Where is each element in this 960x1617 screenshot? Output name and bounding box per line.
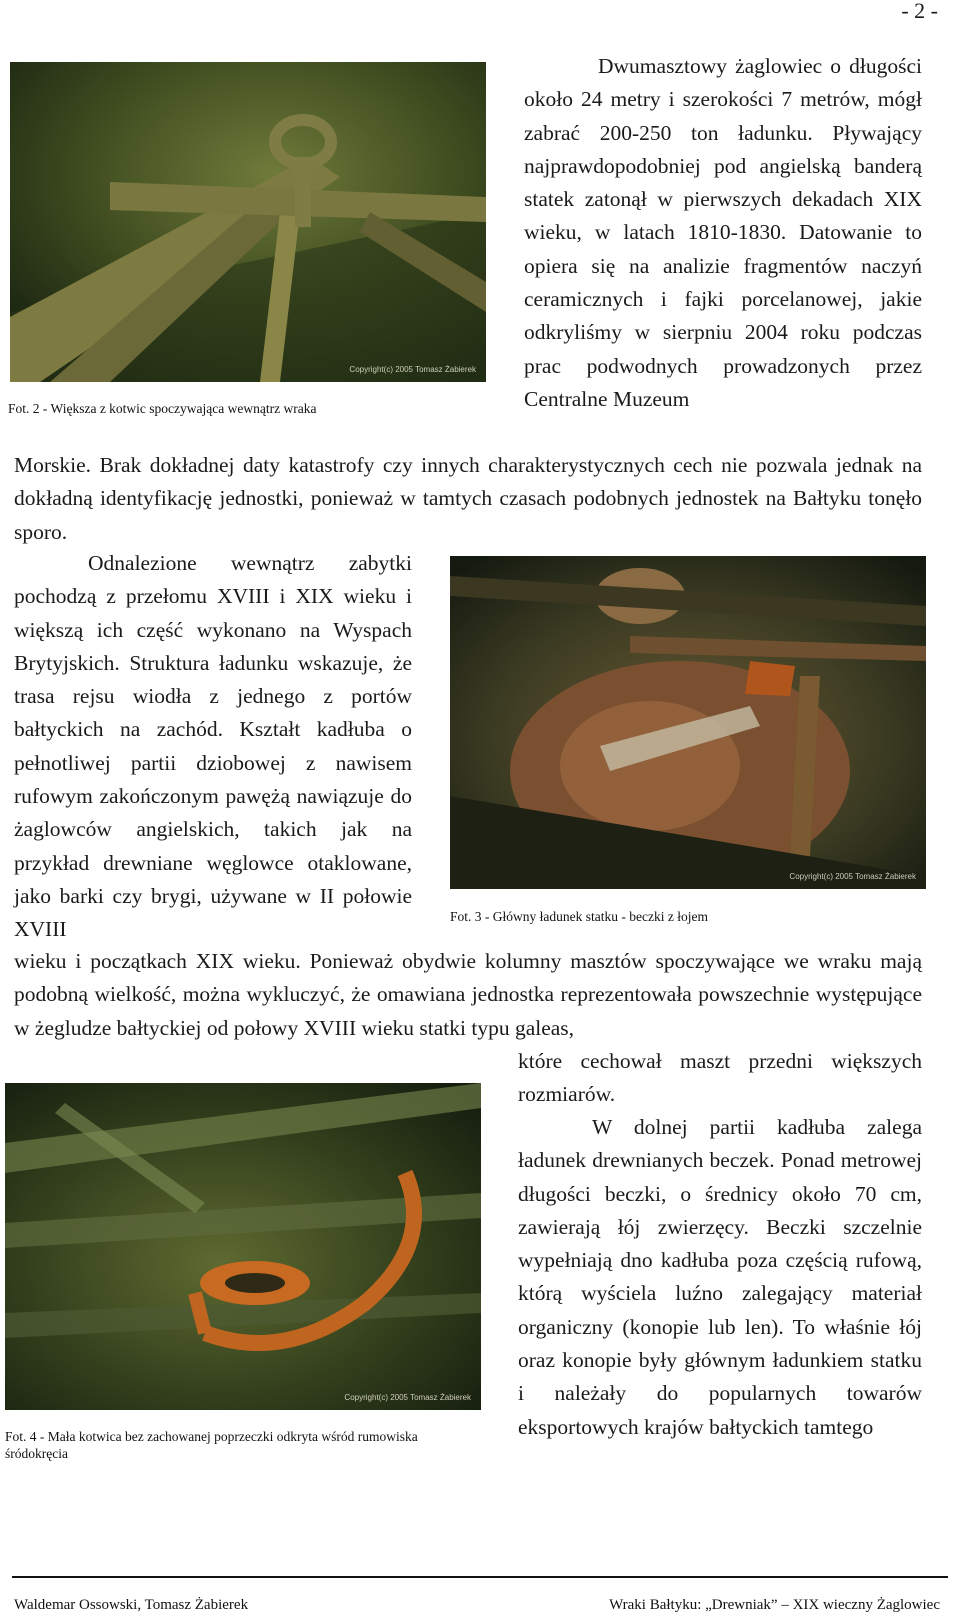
- anchor-wreck-image: [10, 62, 486, 382]
- photo-credit: Copyright(c) 2005 Tomasz Żabierek: [344, 1393, 471, 1402]
- footer-divider: [12, 1576, 948, 1578]
- small-anchor-image: [5, 1083, 481, 1410]
- barrels-image: [450, 556, 926, 889]
- photo-barrels-cargo: [450, 556, 926, 889]
- paragraph: wieku i początkach XIX wieku. Ponieważ obydwie kolumny masztów spoczywające we wraku mają podobną wielkość, można wykluczyć, że omawiana jednostka reprezentowała powszechnie występujące w żegludze bałtyckiej od połowy XVIII wieku statki typu galeas,: [14, 949, 922, 1040]
- footer-authors: Waldemar Ossowski, Tomasz Żabierek: [14, 1597, 249, 1613]
- photo-small-anchor: [5, 1083, 481, 1410]
- page-number: - 2 -: [901, 0, 938, 23]
- figure-caption: Fot. 2 - Większa z kotwic spoczywająca wewnątrz wraka: [8, 401, 317, 416]
- photo-anchor-in-wreck: [10, 62, 486, 382]
- paragraph: Odnalezione wewnątrz zabytki pochodzą z przełomu XVIII i XIX wieku i większą ich część wykonano na Wyspach Brytyjskich. Struktura ładunku wskazuje, że trasa rejsu wiodła z jednego z portów bałtyckich na zachód. Kształt kadłuba o pełnotliwej partii dziobowej z nawisem rufowym zakończonym pawężą nawiązuje do żaglowców angielskich, takich jak na przykład drewniane węglowce otaklowane, jako barki czy brygi, używane w II połowie XVIII: [14, 551, 412, 942]
- photo-credit: Copyright(c) 2005 Tomasz Żabierek: [789, 872, 916, 881]
- footer-title: Wraki Bałtyku: „Drewniak” – XIX wieczny Żaglowiec: [609, 1597, 940, 1613]
- figure-caption: Fot. 3 - Główny ładunek statku - beczki z łojem: [450, 909, 708, 924]
- figure-caption: Fot. 4 - Mała kotwica bez zachowanej poprzeczki odkryta wśród rumowiska śródokręcia: [5, 1429, 418, 1461]
- paragraph: Morskie. Brak dokładnej daty katastrofy czy innych charakterystycznych cech nie pozwala jednak na dokładną identyfikację jednostki, ponieważ w tamtych czasach podobnych jednostek na Bałtyku tonęło sporo.: [14, 453, 922, 544]
- paragraph: Dwumasztowy żaglowiec o długości około 24 metry i szerokości 7 metrów, mógł zabrać 200-250 ton ładunku. Pływający najprawdopodobniej pod angielską banderą statek zatonął w pierwszych dekadach XIX wieku, w latach 1810-1830. Datowanie to opiera się na analizie fragmentów naczyń ceramicznych i fajki porcelanowej, jakie odkryliśmy w sierpniu 2004 roku podczas prac podwodnych prowadzonych przez Centralne Muzeum: [524, 54, 922, 411]
- paragraph: które cechował maszt przedni większych rozmiarów.: [518, 1049, 922, 1107]
- paragraph: W dolnej partii kadłuba zalega ładunek drewnianych beczek. Ponad metrowej długości beczki, o średnicy około 70 cm, zawierają łój zwierzęcy. Beczki szczelnie wypełniają dno kadłuba poza częścią rufową, którą wyściela luźno zalegający materiał organiczny (konopie lub len). To właśnie łój oraz konopie były głównym ładunkiem statku i należały do popularnych towarów eksportowych krajów bałtyckich tamtego: [518, 1115, 922, 1439]
- photo-credit: Copyright(c) 2005 Tomasz Żabierek: [349, 365, 476, 374]
